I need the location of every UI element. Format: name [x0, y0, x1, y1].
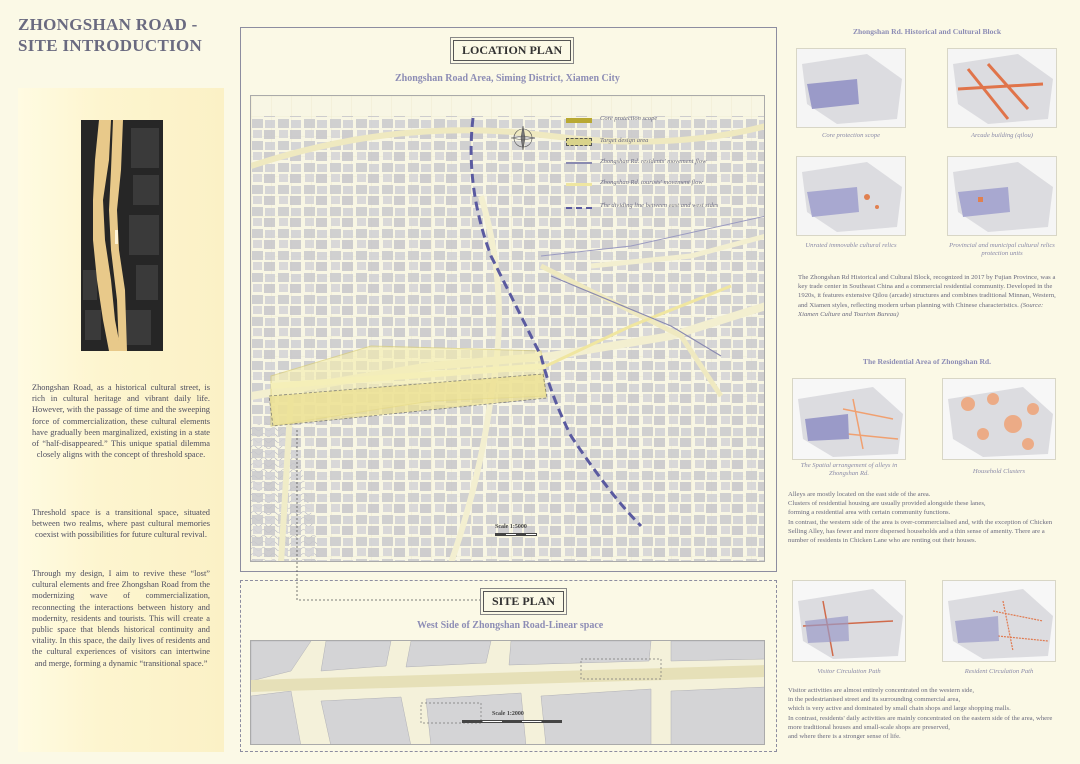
site-scale-bar	[462, 711, 562, 723]
caption-arcade-building: Arcade building (qilou)	[970, 132, 1034, 139]
scale-label: Scale 1:5000	[495, 524, 527, 530]
intro-paragraph-2: Threshold space is a transitional space, situated between two realms, where past cultural memories coexist with possibilities for future cultural revival.	[32, 508, 210, 540]
thumb-visitor-circulation	[792, 580, 906, 662]
site-plan-map	[250, 640, 765, 745]
circulation-line: and where there is a stronger sense of life.	[788, 733, 901, 741]
location-plan-subtitle: Zhongshan Road Area, Siming District, Xiamen City	[395, 73, 620, 84]
legend-item-dividing	[566, 202, 766, 214]
legend-label: Core protection scope	[600, 115, 658, 122]
thumb-arcade-building	[947, 48, 1057, 128]
location-scale-bar	[495, 524, 537, 536]
intro-paragraph-3: Through my design, I aim to revive these “lost” cultural elements and free Zhongshan Road from the modernizing wave of commercialization, reconnecting the interactions between history and modernity, residents and tourists. This will create a public space that blends historical continuity and vitality. In this space, the daily lives of residents and the cultural experiences of visitors can intertwine and merge, forming a dynamic “transitional space.”	[32, 569, 210, 668]
location-plan-badge: LOCATION PLAN	[453, 40, 571, 61]
legend-label: The dividing line between east and west sides	[600, 202, 719, 209]
legend-item-tourists	[566, 179, 766, 191]
residential-text	[788, 490, 1060, 545]
scale-bar-graphic	[462, 720, 562, 723]
caption-core-protection: Core protection scope	[821, 132, 881, 139]
caption-provincial-relics: Provincial and municipal cultural relics protection units	[949, 242, 1055, 257]
title-line-1: ZHONGSHAN ROAD -	[18, 15, 198, 34]
thumb-alley-arrangement	[792, 378, 906, 460]
thumb-resident-circulation	[942, 580, 1056, 662]
caption-unrated-relics: Unrated immovable cultural relics	[805, 242, 897, 249]
legend-item-core	[566, 115, 766, 127]
historical-text-source: (Source: Xiamen Culture and Tourism Bureau)	[798, 301, 1044, 318]
residential-line: In contrast, the western side of the area is over-commercialised and, with the exception of Chicken Selling Alley, has fewer and more dispersed households and a thin sense of amenity. There are a number of residents in Chicken Lane who are renting out their houses.	[788, 518, 1053, 545]
physical-model-photo	[81, 120, 163, 351]
residential-line: Clusters of residential housing are usually provided alongside these lanes,	[788, 500, 986, 508]
residential-area-title: The Residential Area of Zhongshan Rd.	[862, 357, 992, 366]
thumb-provincial-relics	[947, 156, 1057, 236]
scale-label: Scale 1:2000	[492, 711, 524, 717]
circulation-text	[788, 686, 1062, 741]
circulation-line: in the pedestrianised street and its surrounding commercial area,	[788, 696, 961, 704]
thumb-core-protection	[796, 48, 906, 128]
residential-line: Alleys are mostly located on the east side of the area.	[788, 491, 931, 498]
historical-block-title: Zhongshan Rd. Historical and Cultural Block	[852, 27, 1002, 36]
legend-label: Zhongshan Rd. tourists' movement flow	[600, 179, 703, 186]
legend-swatch	[566, 207, 592, 209]
caption-resident-circulation: Resident Circulation Path	[964, 668, 1034, 675]
historical-text-body: The Zhongshan Rd Historical and Cultural Block, recognized in 2017 by Fujian Province, was a key trade center in Southeast China and a commercial residential community. Developed in the 1920s, it features extensive Qilou (arcade) structures and combines traditional Minnan, Western, and Xiamen styles, reflecting modern urban planning with Chinese characteristics.	[798, 274, 1056, 309]
page-title	[18, 14, 228, 56]
thumb-unrated-relics	[796, 156, 906, 236]
caption-visitor-circulation: Visitor Circulation Path	[817, 668, 881, 675]
circulation-line: Visitor activities are almost entirely concentrated on the western side,	[788, 687, 975, 694]
scale-bar-graphic	[495, 533, 537, 536]
intro-paragraph-1: Zhongshan Road, as a historical cultural street, is rich in cultural heritage and vibrant daily life. However, with the passage of time and the sweeping force of commercialization, these cultural elements have gradually been marginalized, existing in a state of “half-disappeared.” This unique spatial dilemma closely aligns with the concept of threshold space.	[32, 383, 210, 460]
thumb-household-clusters	[942, 378, 1056, 460]
residential-line: forming a residential area with certain community functions.	[788, 509, 951, 517]
legend-label: Zhongshan Rd. residents' movement flow	[600, 158, 707, 165]
circulation-line: which is very active and dominated by small chain shops and large shopping malls.	[788, 705, 1011, 713]
legend-label: Target design area	[600, 137, 649, 144]
legend-swatch	[566, 162, 592, 164]
site-plan-subtitle: West Side of Zhongshan Road-Linear space	[417, 620, 604, 631]
historical-block-text	[798, 273, 1058, 319]
title-line-2: SITE INTRODUCTION	[18, 36, 203, 55]
legend-swatch	[566, 183, 592, 186]
leader-line	[295, 430, 495, 605]
legend-item-target	[566, 137, 766, 149]
site-plan-badge: SITE PLAN	[483, 591, 564, 612]
caption-household-clusters: Household Clusters	[972, 468, 1026, 475]
circulation-line: In contrast, residents' daily activities are mainly concentrated on the eastern side of the area, where more traditional houses and small-scale shops are preserved,	[788, 714, 1053, 731]
legend-swatch	[566, 138, 592, 146]
legend-swatch	[566, 118, 592, 123]
legend-item-residents	[566, 158, 766, 170]
caption-alley-arrangement: The Spatial arrangement of alleys in Zhongshan Rd.	[800, 462, 898, 477]
